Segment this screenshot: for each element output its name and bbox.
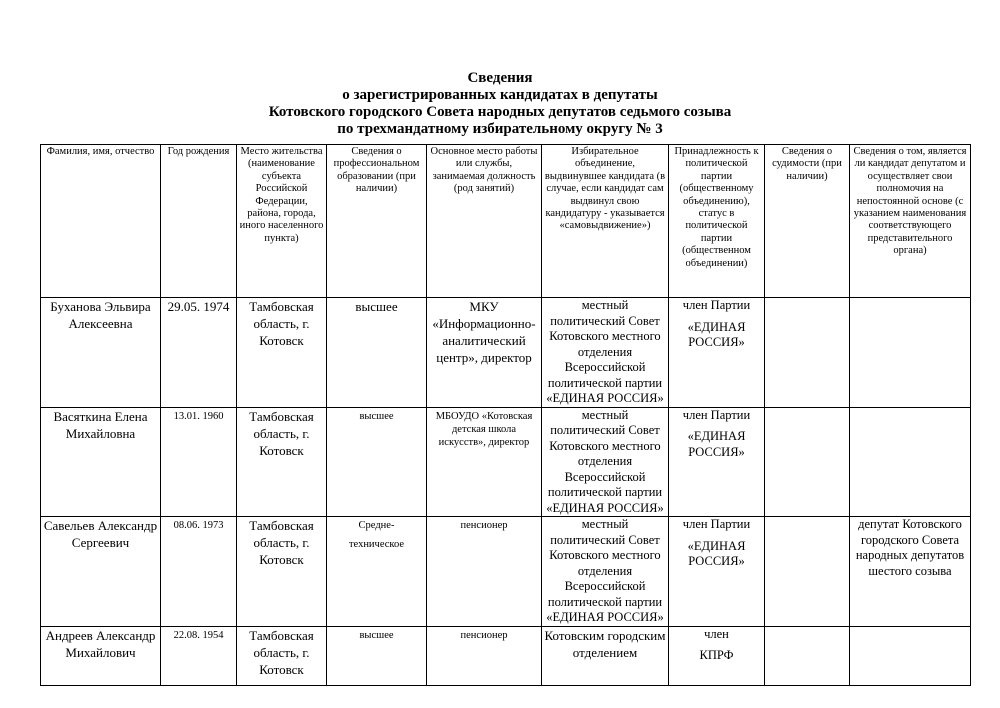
cell-deputy bbox=[850, 407, 971, 517]
cell-birth: 29.05. 1974 bbox=[161, 298, 237, 408]
header-party-affiliation: Принадлежность к политической партии (общественному объединению), статус в политической партии (общественном объединении) bbox=[669, 145, 765, 298]
cell-conviction bbox=[765, 626, 850, 685]
table-row bbox=[41, 517, 971, 627]
party-status: член Партии bbox=[682, 298, 751, 312]
cell-residence: Тамбовская область, г. Котовск bbox=[237, 407, 327, 517]
party-status: член bbox=[704, 626, 729, 641]
cell-education: высшее bbox=[327, 298, 427, 408]
party-name: «ЕДИНАЯ РОССИЯ» bbox=[687, 319, 746, 349]
cell-conviction bbox=[765, 298, 850, 408]
title-line-2: о зарегистрированных кандидатах в депутаты bbox=[342, 87, 658, 103]
cell-birth: 22.08. 1954 bbox=[161, 626, 237, 685]
title-line-1: Сведения bbox=[467, 70, 533, 86]
cell-residence: Тамбовская область, г. Котовск bbox=[237, 626, 327, 685]
cell-work: пенсионер bbox=[427, 626, 542, 685]
cell-education: высшее bbox=[327, 626, 427, 685]
cell-work: МБОУДО «Котовская детская школа искусств», директор bbox=[427, 407, 542, 517]
cell-education: высшее bbox=[327, 407, 427, 517]
header-birth-year: Год рождения bbox=[161, 145, 237, 298]
cell-work: пенсионер bbox=[427, 517, 542, 627]
education-line-2: техническое bbox=[348, 539, 405, 550]
party-name: КПРФ bbox=[699, 648, 734, 662]
cell-party bbox=[669, 298, 765, 408]
party-name: «ЕДИНАЯ РОССИЯ» bbox=[687, 538, 746, 568]
table-row bbox=[41, 626, 971, 685]
cell-association: местный политический Совет Котовского местного отделения Всероссийской политической партии «ЕДИНАЯ РОССИЯ» bbox=[542, 517, 669, 627]
title-line-3: Котовского городского Совета народных депутатов седьмого созыва bbox=[268, 104, 732, 120]
cell-party bbox=[669, 407, 765, 517]
header-education: Сведения о профессиональном образовании (при наличии) bbox=[327, 145, 427, 298]
cell-education bbox=[327, 517, 427, 627]
table-header-row bbox=[41, 145, 971, 298]
cell-deputy bbox=[850, 298, 971, 408]
cell-residence: Тамбовская область, г. Котовск bbox=[237, 517, 327, 627]
header-deputy-status: Сведения о том, является ли кандидат депутатом и осуществляет свои полномочия на непостоянной основе (с указанием наименования соответствующего представительного органа) bbox=[850, 145, 971, 298]
cell-birth: 13.01. 1960 bbox=[161, 407, 237, 517]
header-residence: Место жительства (наименование субъекта Российской Федерации, района, города, иного населенного пункта) bbox=[237, 145, 327, 298]
education-line-1: Средне- bbox=[358, 520, 395, 531]
cell-association: местный политический Совет Котовского местного отделения Всероссийской политической партии «ЕДИНАЯ РОССИЯ» bbox=[542, 298, 669, 408]
candidates-table bbox=[40, 144, 971, 686]
cell-name: Буханова Эльвира Алексеевна bbox=[41, 298, 161, 408]
cell-name: Савельев Александр Сергеевич bbox=[41, 517, 161, 627]
table-row bbox=[41, 407, 971, 517]
cell-conviction bbox=[765, 407, 850, 517]
document-title bbox=[200, 70, 800, 138]
cell-party bbox=[669, 626, 765, 685]
header-conviction: Сведения о судимости (при наличии) bbox=[765, 145, 850, 298]
header-electoral-association: Избирательное объединение, выдвинувшее кандидата (в случае, если кандидат сам выдвинул свою кандидатуру - указывается «самовыдвижение») bbox=[542, 145, 669, 298]
header-full-name: Фамилия, имя, отчество bbox=[41, 145, 161, 298]
header-workplace: Основное место работы или службы, занимаемая должность (род занятий) bbox=[427, 145, 542, 298]
cell-work: МКУ «Информационно-аналитический центр», директор bbox=[427, 298, 542, 408]
cell-name: Васяткина Елена Михайловна bbox=[41, 407, 161, 517]
cell-association: местный политический Совет Котовского местного отделения Всероссийской политической партии «ЕДИНАЯ РОССИЯ» bbox=[542, 407, 669, 517]
cell-conviction bbox=[765, 517, 850, 627]
table-row bbox=[41, 298, 971, 408]
cell-association: Котовским городским отделением bbox=[542, 626, 669, 685]
cell-name: Андреев Александр Михайлович bbox=[41, 626, 161, 685]
cell-deputy: депутат Котовского городского Совета народных депутатов шестого созыва bbox=[850, 517, 971, 627]
cell-deputy bbox=[850, 626, 971, 685]
cell-party bbox=[669, 517, 765, 627]
cell-residence: Тамбовская область, г. Котовск bbox=[237, 298, 327, 408]
title-line-4: по трехмандатному избирательному округу № 3 bbox=[337, 121, 663, 137]
party-status: член Партии bbox=[682, 517, 751, 531]
party-name: «ЕДИНАЯ РОССИЯ» bbox=[687, 429, 746, 459]
cell-birth: 08.06. 1973 bbox=[161, 517, 237, 627]
party-status: член Партии bbox=[682, 407, 751, 422]
